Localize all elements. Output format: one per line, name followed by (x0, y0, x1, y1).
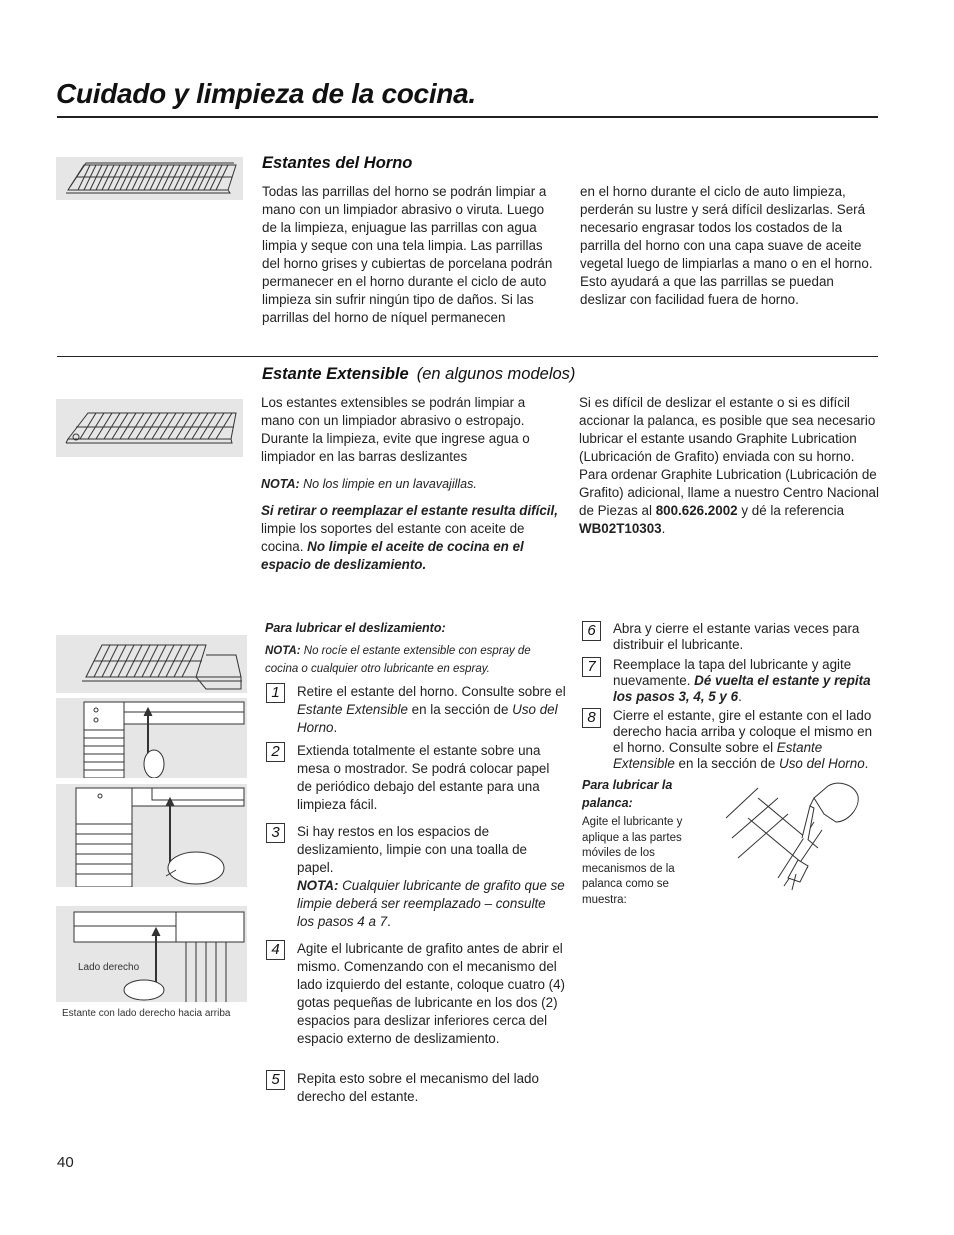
oven-racks-text-col1: Todas las parrillas del horno se podrán limpiar a mano con un limpiador abrasivo o viruta. Luego de la limpieza, enjuague las parrillas con agua limpia y seque con una tela limpia. Las parrillas del horno grises y cubiertas de porcelana podrán permanecer en el horno durante el ciclo de auto limpieza sin sufrir ningún tipo de daños. Si las parrillas del horno de níquel permanecen (262, 184, 553, 325)
extension-rack-p1: Los estantes extensibles se podrán limpiar a mano con un limpiador abrasivo o estropajo. Durante la limpieza, evite que ingrese agua o limpiador en las barras deslizantes (261, 395, 530, 464)
extension-rack-p3: Si retirar o reemplazar el estante resulta difícil, limpie los soportes del estante con aceite de cocina. No limpie el aceite de cocina en el espacio de deslizamiento. (261, 503, 558, 572)
part-number: WB02T10303 (579, 521, 662, 536)
lubricate-slide-note: NOTA: No rocíe el estante extensible con espray de cocina o cualquier otro lubricante en espray. (265, 645, 531, 675)
parts-phone: 800.626.2002 (655, 503, 738, 518)
lubricant-bottle-icon (56, 784, 247, 887)
lever-mechanism-icon (718, 778, 878, 896)
title-rule (57, 116, 878, 118)
extension-rack-title: Estante Extensible (262, 365, 409, 383)
step-7-number: 7 (582, 657, 601, 677)
extension-rack-text-col2: Si es difícil de deslizar el estante o si es difícil accionar la palanca, es posible que sea necesario lubricar el estante usando Graphite Lubrication (Lubricación de Grafito) enviada con su horno. Para ordenar Graphite Lubrication (Lubricación de Grafito) adicional, llame a nuestro Centro Nacional de Piezas al 800.626.2002 y dé la referencia WB02T10303. (579, 395, 879, 536)
lubricate-slide-heading: Para lubricar el deslizamiento: (265, 621, 446, 635)
step-4-number: 4 (266, 940, 285, 960)
oven-racks-text-col2: en el horno durante el ciclo de auto limpieza, perderán su lustre y será difícil deslizarlas. Será necesario engrasar todos los costados de la parrilla del horno con una capa suave de aceite vegetal luego de limpiarlas a mano o en el horno. Esto ayudará a que las parrillas se puedan deslizar con facilidad fuera de horno. (580, 184, 873, 307)
extension-rack-text-col1 (261, 394, 561, 583)
right-side-rail-icon (56, 906, 247, 1002)
right-side-caption: Estante con lado derecho hacia arriba (62, 1008, 231, 1019)
lever-lubricate-figure (718, 778, 878, 896)
slide-rail-icon (56, 698, 247, 778)
right-side-up-figure (56, 906, 247, 1002)
lubricate-lever-heading: Para lubricar la palanca: (582, 778, 673, 810)
step-2-text: Extienda totalmente el estante sobre una mesa o mostrador. Se podrá colocar papel de periódico debajo del estante para una limpieza fácil. (297, 743, 550, 812)
step-8-text: Cierre el estante, gire el estante con el lado derecho hacia arriba y coloque el mismo en el horno. Consulte sobre el Estante Extensible en la sección de Uso del Horno. (613, 708, 873, 771)
step-3-number: 3 (266, 823, 285, 843)
step-8 (582, 708, 880, 772)
step-5-text: Repita esto sobre el mecanismo del lado derecho del estante. (297, 1071, 539, 1104)
oven-rack-icon (56, 157, 243, 200)
section-title-oven-racks: Estantes del Horno (262, 154, 413, 172)
step-1 (266, 683, 566, 737)
step-6-text: Abra y cierre el estante varias veces para distribuir el lubricante. (613, 621, 860, 652)
step-3-text: Si hay restos en los espacios de deslizamiento, limpie con una toalla de papel. NOTA: Cualquier lubricante de grafito que se limpie deberá ser reemplazado – consulte los pasos 4 a 7. (297, 824, 565, 929)
step-4 (266, 940, 566, 1048)
section-rule (57, 356, 878, 357)
slide-lubricate-figure-2 (56, 784, 247, 887)
step-5 (266, 1070, 566, 1106)
step-7-text: Reemplace la tapa del lubricante y agite nuevamente. Dé vuelta el estante y repita los pasos 3, 4, 5 y 6. (613, 657, 871, 704)
extension-rack-subtitle: (en algunos modelos) (416, 365, 576, 383)
step-7 (582, 657, 880, 705)
step-3 (266, 823, 566, 931)
step-2-number: 2 (266, 742, 285, 762)
slide-lubricate-figure-1 (56, 698, 247, 778)
extension-rack-image (56, 399, 243, 457)
step-6-number: 6 (582, 621, 601, 641)
extended-rack-icon (56, 635, 247, 693)
oven-rack-image (56, 157, 243, 200)
step-2 (266, 742, 566, 814)
step-5-number: 5 (266, 1070, 285, 1090)
extension-rack-note: NOTA: No los limpie en un lavavajillas. (261, 477, 477, 491)
page-title: Cuidado y limpieza de la cocina. (56, 78, 476, 109)
extension-rack-icon (56, 399, 243, 457)
step-6 (582, 621, 880, 653)
section-title-extension-rack (262, 365, 575, 384)
step-1-text: Retire el estante del horno. Consulte sobre el Estante Extensible en la sección de Uso del Horno. (297, 684, 566, 735)
rack-extended-figure (56, 635, 247, 693)
step-1-number: 1 (266, 683, 285, 703)
step-4-text: Agite el lubricante de grafito antes de abrir el mismo. Comenzando con el mecanismo del lado izquierdo del estante, coloque cuatro (4) gotas pequeñas de lubricante en los dos (2) espacios para deslizar inferiores cerca del espacio externo de deslizamiento. (297, 941, 565, 1046)
lubricate-lever-text: Agite el lubricante y aplique a las partes móviles de los mecanismos de la palanca como se muestra: (582, 816, 683, 906)
page-number: 40 (57, 1154, 74, 1171)
step-8-number: 8 (582, 708, 601, 728)
right-side-label: Lado derecho (78, 962, 140, 973)
